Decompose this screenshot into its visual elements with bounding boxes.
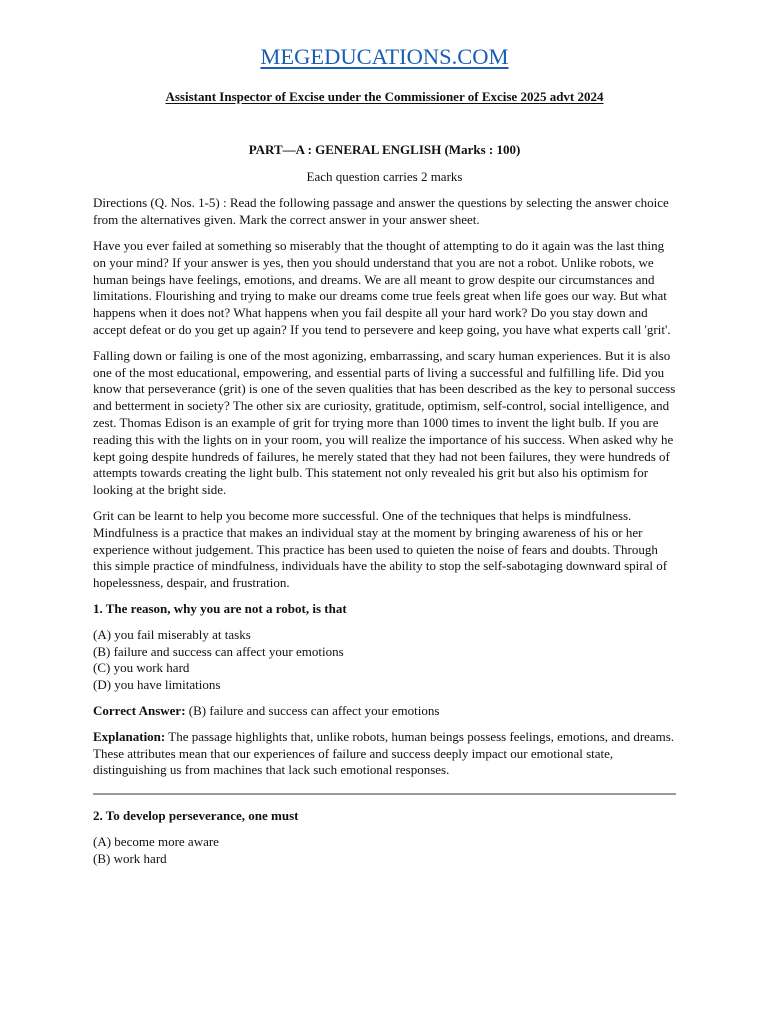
site-title-link[interactable]: MEGEDUCATIONS.COM <box>260 44 509 69</box>
correct-answer <box>93 703 676 720</box>
explanation <box>93 729 676 779</box>
question-2: 2. To develop perseverance, one must <box>93 808 299 824</box>
marks-note: Each question carries 2 marks <box>306 168 463 184</box>
option-d: (D) you have limitations <box>93 677 221 693</box>
directions-text: Directions (Q. Nos. 1-5) : Read the following passage and answer the questions by selecting the answer choice from the alternatives given. Mark the correct answer in your answer sheet. <box>93 195 669 228</box>
option-b: (B) work hard <box>93 850 167 866</box>
part-title: PART—A : GENERAL ENGLISH (Marks : 100) <box>248 141 521 157</box>
option-a: (A) become more aware <box>93 833 219 849</box>
option-c: (C) you work hard <box>93 660 190 676</box>
option-a: (A) you fail miserably at tasks <box>93 626 251 642</box>
passage-paragraph-2: Falling down or failing is one of the most agonizing, embarrassing, and scary human experiences. But it is also one of the most educational, empowering, and essential parts of living a successful and fulfilling life. Did you know that perseverance (grit) is one of the seven qualities that has been described as the key to personal success and betterment in society? The other six are curiosity, gratitude, optimism, self-control, social intelligence, and zest. Thomas Edison is an example of grit for trying more than 1000 times to invent the light bulb. If you are reading this with the lights on in your room, you will realize the importance of his success. When asked why he kept going despite hundreds of failures, he merely stated that they had not been failures, they were hundreds of attempts towards creating the light bulb. This statement not only revealed his grit but also his optimism for looking at the bright side. <box>93 347 676 498</box>
passage-paragraph-1: Have you ever failed at something so miserably that the thought of attempting to do it again was the last thing on your mind? If your answer is yes, then you should understand that you are not a robot. Unlike robots, we human beings have feelings, emotions, and dreams. We are all meant to grow despite our circumstances and limitations. Flourishing and trying to make our dreams come true feels great when life goes our way. But what happens when it does not? What happens when you fail despite all your hard work? Do you stay down and accept defeat or do you get up again? If you tend to persevere and keep going, you have what experts call 'grit'. <box>93 237 671 337</box>
explanation-label: Explanation: <box>93 728 166 744</box>
passage-paragraph-3: Grit can be learnt to help you become more successful. One of the techniques that helps is mindfulness. Mindfulness is a practice that makes an individual stay at the moment by bringing awareness of his or her experience without judgement. This practice has been used to quieten the noise of fears and doubts. Through this simple practice of mindfulness, individuals have the ability to stop the self-sabotaging downward spiral of hopelessness, despair, and frustration. <box>93 507 668 591</box>
option-b: (B) failure and success can affect your emotions <box>93 643 344 659</box>
explanation-text: The passage highlights that, unlike robots, human beings possess feelings, emotions, and dreams. These attributes mean that our experiences of failure and success deeply impact our emotional state, distinguishing us from machines that lack such emotional responses. <box>93 728 675 778</box>
correct-answer-value: (B) failure and success can affect your emotions <box>188 702 440 718</box>
section-divider <box>93 793 676 795</box>
question-1: 1. The reason, why you are not a robot, is that <box>93 600 347 616</box>
correct-answer-label: Correct Answer: <box>93 702 186 718</box>
question-1-options <box>93 627 676 694</box>
document-page <box>93 0 676 867</box>
question-2-options <box>93 834 676 868</box>
exam-title: Assistant Inspector of Excise under the Commissioner of Excise 2025 advt 2024 <box>165 89 604 104</box>
